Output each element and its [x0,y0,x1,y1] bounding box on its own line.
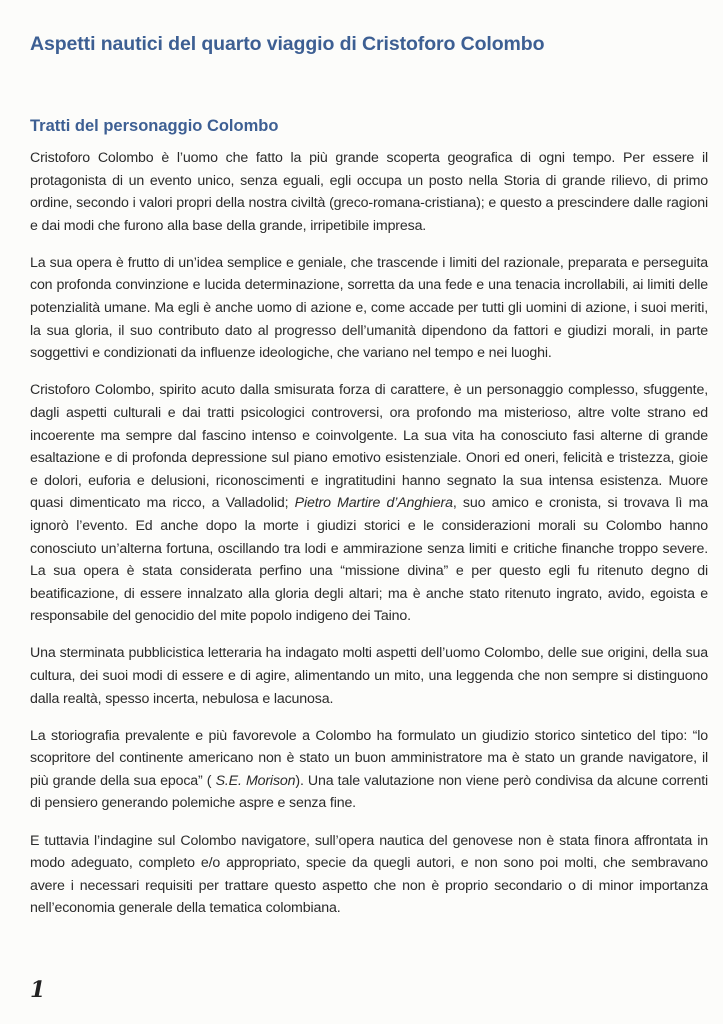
paragraph-3 [30,379,708,628]
paragraph-6 [30,830,708,920]
paragraph-text: , suo amico e cronista, si trovava lì ma ignorò l’evento. Ed anche dopo la morte i giudizi storici e le considerazioni morali su Colombo hanno conosciuto un’alterna fortuna, oscillando tra lodi e ammirazione senza limiti e critiche finanche troppo severe. La sua opera è stata considerata perfino una “missione divina” e per questo egli fu ritenuto degno di beatificazione, di essere innalzato alla gloria degli altari; ma è anche stato ritenuto ingrato, avido, egoista e responsabile del genocidio del mite popolo indigeno dei Taino. [30,495,708,625]
paragraph-text: La storiografia prevalente e più favorevole a Colombo ha formulato un giudizio storico sintetico del tipo: “lo scopritore del continente americano non è stato un buon amministratore ma è stato un grande navigatore, il più grande della sua epoca” ( [30,727,708,789]
italic-citation: S.E. Morison [215,772,296,789]
page-number: 1 [30,977,46,1003]
paragraph-text: Cristoforo Colombo è l’uomo che fatto la più grande scoperta geografica di ogni tempo. Per essere il protagonista di un evento unico, senza eguali, egli occupa un posto nella Storia di grande rilievo, di primo ordine, secondo i valori propri della nostra civiltà (greco-romana-cristiana); e questo a prescindere dalle ragioni e dai modi che furono alla base della grande, irripetibile impresa. [30,150,708,234]
paragraph-2 [30,252,708,365]
paragraph-text: E tuttavia l’indagine sul Colombo navigatore, sull’opera nautica del genovese non è stata finora affrontata in modo adeguato, completo e/o appropriato, specie da quegli autori, e non sono poi molti, che sembravano avere i necessari requisiti per trattare questo aspetto che non è proprio secondario o di minor importanza nell’economia generale della tematica colombiana. [30,832,708,917]
paragraph-text: La sua opera è frutto di un’idea semplice e geniale, che trascende i limiti del razionale, preparata e perseguita con profonda convinzione e lucida determinazione, sorretta da una fede e una tenacia incrollabili, ai limiti delle potenzialità umane. Ma egli è anche uomo di azione e, come accade per tutti gli uomini di azione, i suoi meriti, la sua gloria, il suo contributo dato al progresso dell’umanità dipendono da fattori e giudizi morali, in parte soggettivi e condizionati da influenze ideologiche, che variano nel tempo e nei luoghi. [30,254,708,362]
paragraph-text: Cristoforo Colombo, spirito acuto dalla smisurata forza di carattere, è un personaggio complesso, sfuggente, dagli aspetti culturali e dai tratti psicologici controversi, ora profondo ma misterioso, altre volte strano ed incoerente ma sempre dal fascino intenso e coinvolgente. La sua vita ha conosciuto fasi alterne di grande esaltazione e di profonda depressione sul piano emotivo esistenziale. Onori ed oneri, felicità e tristezza, gioie e dolori, euforia e delusioni, riconoscimenti e ingratitudini hanno segnato la sua intensa esistenza. Muore quasi dimenticato ma ricco, a Valladolid; [30,382,708,512]
paragraph-4 [30,642,708,710]
body-text [30,147,708,934]
paragraph-text: ). Una tale valutazione non viene però condivisa da alcune correnti di pensiero generando polemiche aspre e senza fine. [30,772,709,812]
paragraph-text: Una sterminata pubblicistica letteraria ha indagato molti aspetti dell’uomo Colombo, delle sue origini, della sua cultura, dei suoi modi di essere e di agire, alimentando un mito, una leggenda che non sempre si distinguono dalla realtà, spesso incerta, nebulosa e lacunosa. [30,645,708,707]
italic-name: Pietro Martire d’Anghiera [294,495,453,512]
document-title: Aspetti nautici del quarto viaggio di Cristoforo Colombo [30,33,545,55]
paragraph-5 [30,725,708,815]
section-heading: Tratti del personaggio Colombo [30,117,279,135]
paragraph-1 [30,147,708,237]
